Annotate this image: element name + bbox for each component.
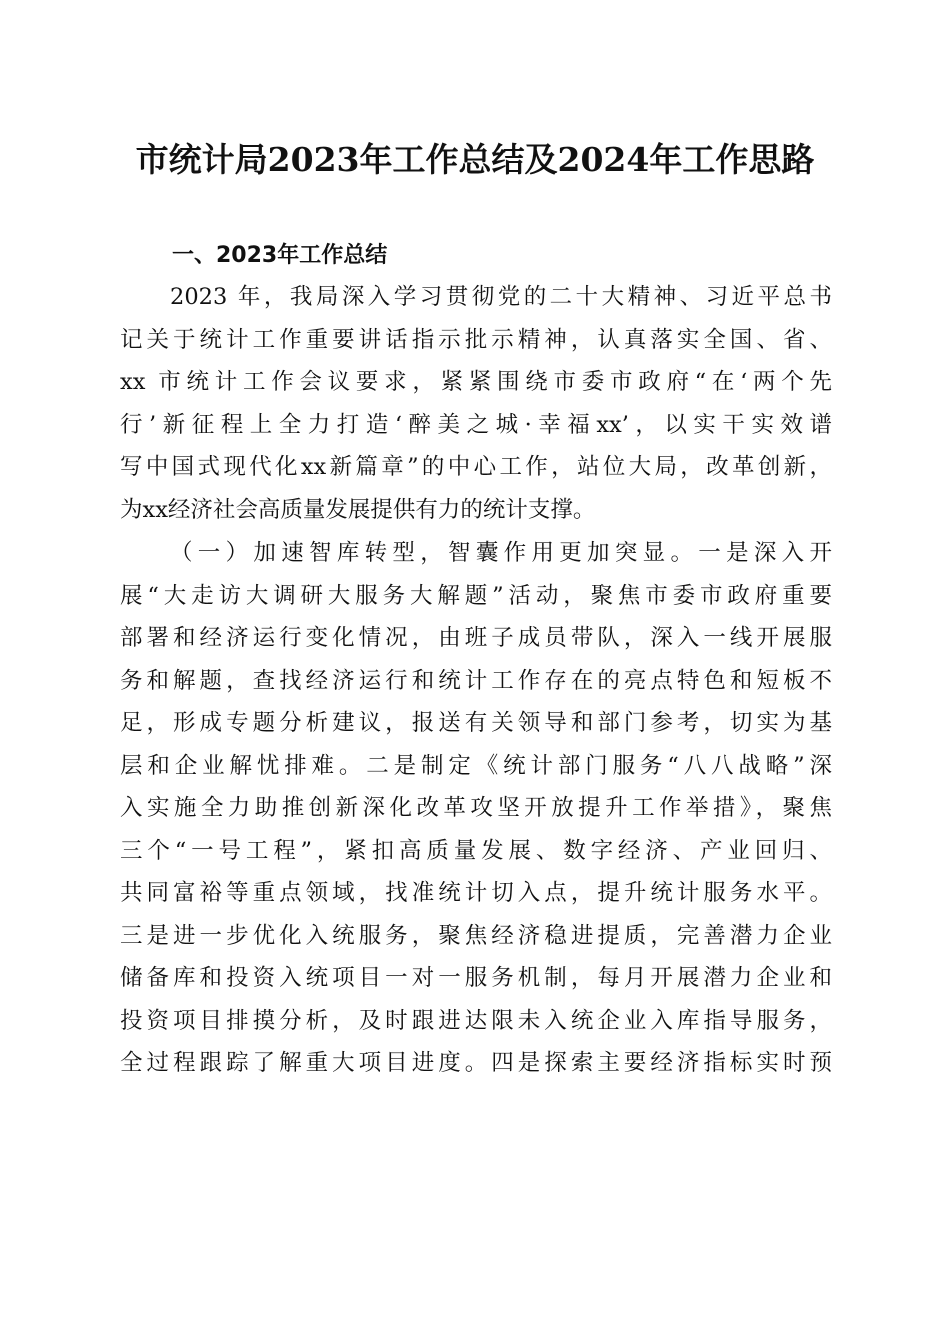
paragraph-line: 入实施全力助推创新深化改革攻坚开放提升工作举措》，聚焦 bbox=[120, 795, 832, 821]
paragraph-line: 行’新征程上全力打造‘醉美之城·幸福xx’，以实干实效谱 bbox=[120, 411, 832, 438]
paragraph-line: 部署和经济运行变化情况，由班子成员带队，深入一线开展服 bbox=[120, 625, 832, 651]
paragraph-line: 投资项目排摸分析，及时跟进达限未入统企业入库指导服务， bbox=[120, 1007, 832, 1034]
paragraph-summary bbox=[120, 276, 832, 531]
paragraph-line: 全过程跟踪了解重大项目进度。四是探索主要经济指标实时预 bbox=[120, 1050, 832, 1076]
paragraph-line: （一）加速智库转型，智囊作用更加突显。一是深入开 bbox=[170, 540, 832, 566]
paragraph-line: 层和企业解忧排难。二是制定《统计部门服务“八八战略”深 bbox=[120, 752, 832, 779]
document-title: 市统计局2023年工作总结及2024年工作思路 bbox=[135, 140, 815, 179]
paragraph-line: 足，形成专题分析建议，报送有关领导和部门参考，切实为基 bbox=[120, 710, 832, 736]
paragraph-think-tank bbox=[120, 532, 832, 1085]
paragraph-line: 展“大走访大调研大服务大解题”活动，聚焦市委市政府重要 bbox=[120, 582, 832, 609]
paragraph-line: 三个“一号工程”，紧扣高质量发展、数字经济、产业回归、 bbox=[120, 837, 832, 864]
paragraph-line: 为xx经济社会高质量发展提供有力的统计支撑。 bbox=[120, 496, 596, 523]
paragraph-line: 三是进一步优化入统服务，聚焦经济稳进提质，完善潜力企业 bbox=[120, 922, 832, 949]
paragraph-line: 共同富裕等重点领域，找准统计切入点，提升统计服务水平。 bbox=[120, 880, 832, 906]
paragraph-line: xx 市统计工作会议要求，紧紧围绕市委市政府“在‘两个先 bbox=[120, 369, 832, 395]
paragraph-line: 写中国式现代化xx新篇章”的中心工作，站位大局，改革创新， bbox=[120, 454, 832, 480]
paragraph-line: 记关于统计工作重要讲话指示批示精神，认真落实全国、省、 bbox=[120, 326, 832, 353]
paragraph-line: 务和解题，查找经济运行和统计工作存在的亮点特色和短板不 bbox=[120, 667, 832, 694]
paragraph-line: 储备库和投资入统项目一对一服务机制，每月开展潜力企业和 bbox=[120, 965, 832, 991]
paragraph-line: 2023 年，我局深入学习贯彻党的二十大精神、习近平总书 bbox=[170, 284, 832, 310]
section-heading: 一、2023年工作总结 bbox=[172, 243, 388, 268]
